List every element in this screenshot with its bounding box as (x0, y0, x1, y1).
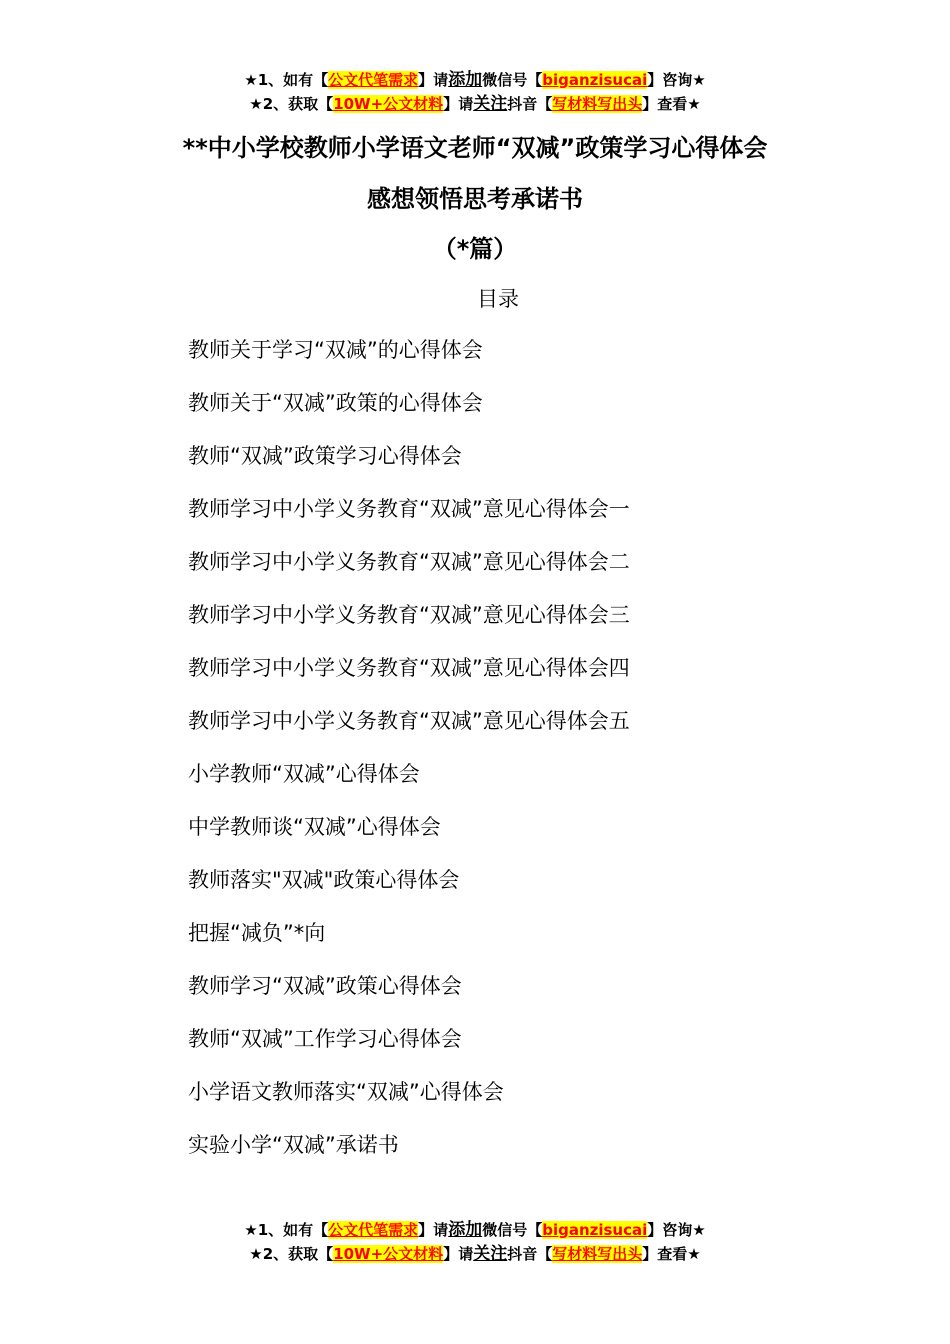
document-title-line-3: （*篇） (432, 235, 518, 263)
toc-item: 实验小学“双减”承诺书 (188, 1133, 399, 1157)
top-notice (0, 68, 950, 116)
notice-text: ★2、获取【 (249, 1245, 334, 1263)
notice-text: 】请 (418, 1221, 449, 1239)
toc-item: 教师学习“双减”政策心得体会 (188, 974, 462, 998)
notice-text: ★1、如有【 (244, 71, 329, 89)
bottom-notice (0, 1218, 950, 1266)
toc-item: 小学语文教师落实“双减”心得体会 (188, 1080, 504, 1104)
notice-text: 微信号【 (482, 71, 543, 89)
notice-text: 】查看★ (642, 95, 701, 113)
toc-item: 教师“双减”工作学习心得体会 (188, 1027, 462, 1051)
notice-highlight: 10W+公文材料 (333, 1245, 444, 1263)
toc-heading: 目录 (477, 287, 519, 311)
toc-item: 教师落实"双减"政策心得体会 (188, 868, 460, 892)
notice-text: 微信号【 (482, 1221, 543, 1239)
notice-text: 】咨询★ (647, 1221, 706, 1239)
notice-text: 】请 (443, 95, 474, 113)
notice-line-2 (0, 1242, 950, 1266)
table-of-contents (188, 333, 630, 1181)
notice-emphasis: 添加 (448, 1220, 483, 1240)
notice-highlight: biganzisucai (542, 1221, 648, 1239)
toc-item: 教师“双减”政策学习心得体会 (188, 444, 462, 468)
notice-emphasis: 添加 (448, 70, 483, 90)
toc-item: 教师学习中小学义务教育“双减”意见心得体会二 (188, 550, 630, 574)
notice-highlight: 写材料写出头 (552, 1245, 643, 1263)
notice-text: 】查看★ (642, 1245, 701, 1263)
document-title-line-1: **中小学校教师小学语文老师“双减”政策学习心得体会 (182, 134, 768, 162)
toc-item: 教师学习中小学义务教育“双减”意见心得体会三 (188, 603, 630, 627)
toc-item: 教师学习中小学义务教育“双减”意见心得体会四 (188, 656, 630, 680)
notice-line-2 (0, 92, 950, 116)
notice-text: ★2、获取【 (249, 95, 334, 113)
notice-emphasis: 关注 (473, 1244, 508, 1264)
toc-item: 中学教师谈“双减”心得体会 (188, 815, 441, 839)
notice-highlight: 公文代笔需求 (328, 71, 419, 89)
notice-text: 抖音【 (507, 1245, 553, 1263)
notice-emphasis: 关注 (473, 94, 508, 114)
toc-item: 教师关于“双减”政策的心得体会 (188, 391, 483, 415)
notice-line-1 (0, 1218, 950, 1242)
notice-highlight: 10W+公文材料 (333, 95, 444, 113)
toc-item: 教师学习中小学义务教育“双减”意见心得体会一 (188, 497, 630, 521)
notice-highlight: 写材料写出头 (552, 95, 643, 113)
document-title-line-2: 感想领悟思考承诺书 (367, 185, 583, 213)
notice-text: 】请 (418, 71, 449, 89)
toc-item: 小学教师“双减”心得体会 (188, 762, 420, 786)
notice-text: 抖音【 (507, 95, 553, 113)
notice-line-1 (0, 68, 950, 92)
notice-text: 】咨询★ (647, 71, 706, 89)
notice-text: ★1、如有【 (244, 1221, 329, 1239)
toc-item: 把握“减负”*向 (188, 921, 326, 945)
toc-item: 教师关于学习“双减”的心得体会 (188, 338, 483, 362)
notice-highlight: 公文代笔需求 (328, 1221, 419, 1239)
notice-text: 】请 (443, 1245, 474, 1263)
toc-item: 教师学习中小学义务教育“双减”意见心得体会五 (188, 709, 630, 733)
notice-highlight: biganzisucai (542, 71, 648, 89)
